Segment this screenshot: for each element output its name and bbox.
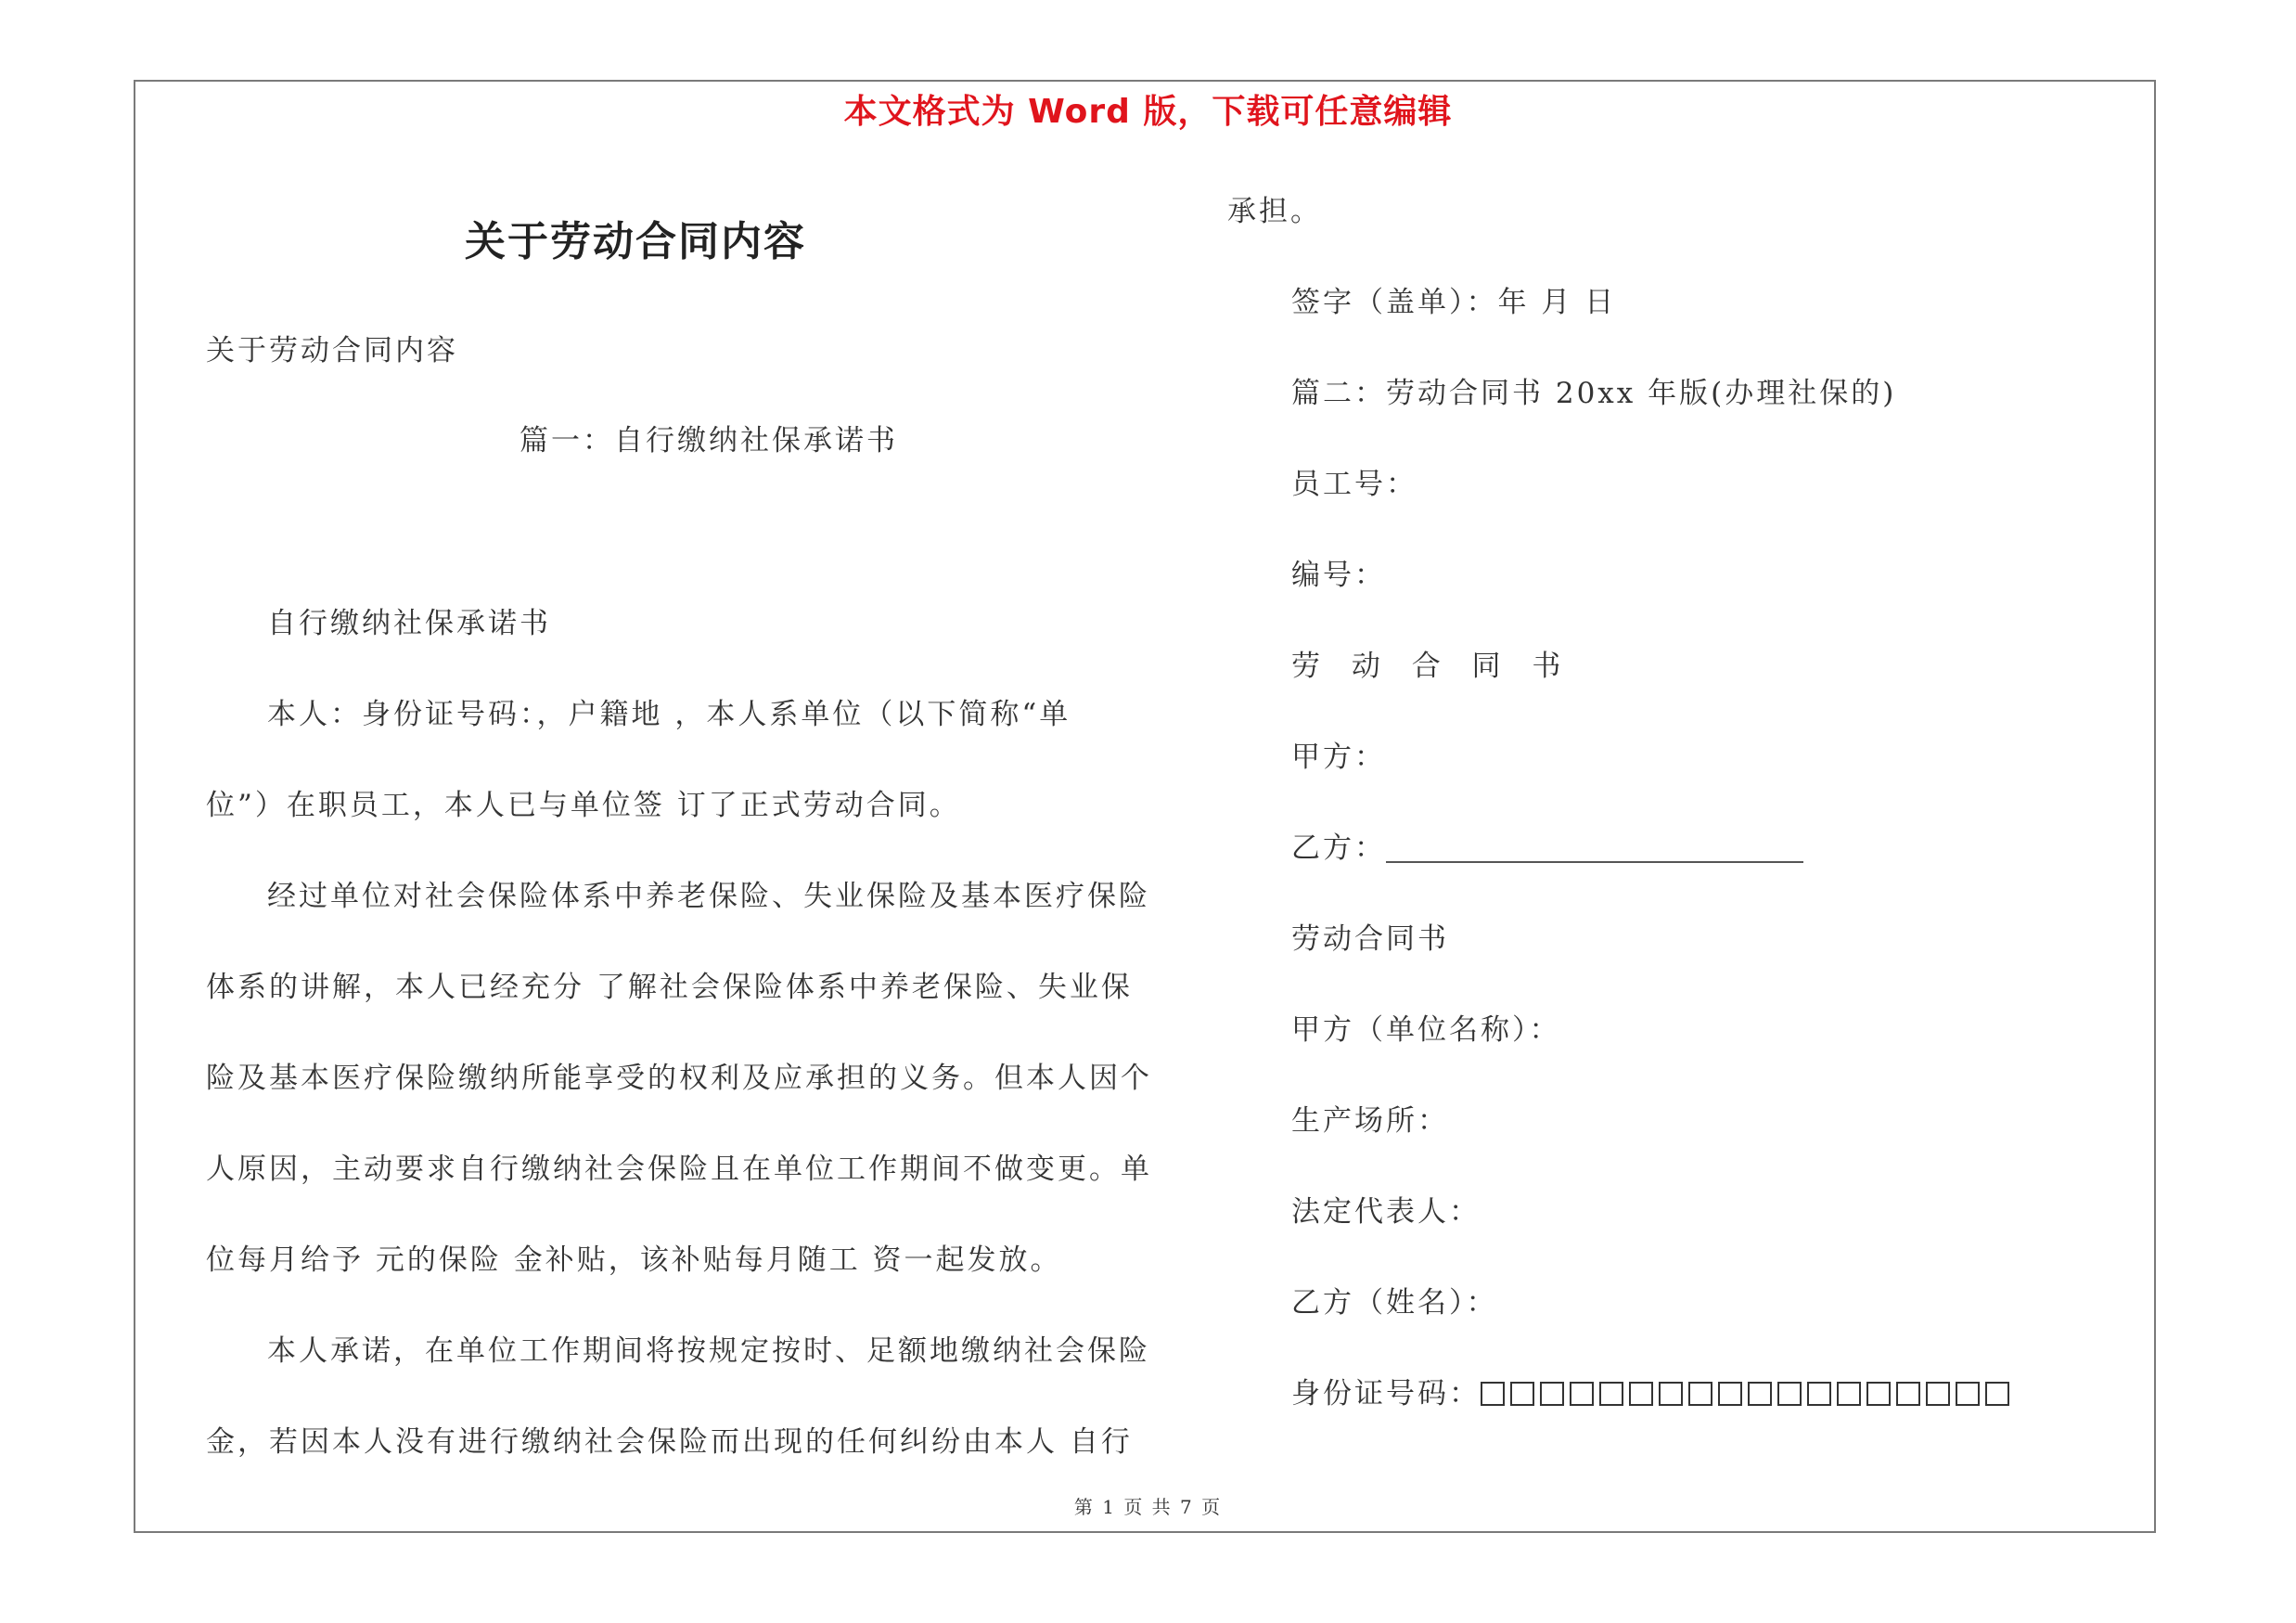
- id-number-label: 身份证号码：: [1291, 1377, 1481, 1410]
- part2-title: 篇二：劳动合同书 20xx 年版(办理社保的): [1291, 377, 1897, 410]
- paragraph-line: 位每月给予 元的保险 金补贴，该补贴每月随工 资一起发放。: [206, 1243, 1062, 1277]
- sub-title: 自行缴纳社保承诺书: [267, 607, 551, 640]
- contract-subheading: 劳动合同书: [1291, 922, 1449, 956]
- heading: 关于劳动合同内容: [206, 334, 458, 367]
- party-b-label: 乙方：: [1291, 831, 1386, 865]
- paragraph-line: 本人：身份证号码：，户籍地 ，本人系单位（以下简称“单: [267, 698, 1071, 731]
- party-b-blank-line: [1386, 833, 1803, 863]
- party-a-label: 甲方：: [1291, 741, 1386, 774]
- paragraph-line: 险及基本医疗保险缴纳所能享受的权利及应承担的义务。但本人因个: [206, 1062, 1152, 1095]
- legal-representative-label: 法定代表人：: [1291, 1195, 1481, 1229]
- employee-number-label: 员工号：: [1291, 468, 1417, 501]
- paragraph-line: 位”）在职员工，本人已与单位签 订了正式劳动合同。: [206, 789, 961, 822]
- paragraph-line: 人原因，主动要求自行缴纳社会保险且在单位工作期间不做变更。单: [206, 1153, 1152, 1186]
- contract-heading: 劳 动 合 同 书: [1291, 650, 1572, 683]
- id-number-boxes: [1481, 1377, 2015, 1410]
- continuation-line: 承担。: [1227, 195, 1322, 228]
- workplace-label: 生产场所：: [1291, 1104, 1449, 1138]
- party-b-name-label: 乙方（姓名）：: [1291, 1286, 1498, 1320]
- paragraph-line: 本人承诺，在单位工作期间将按规定按时、足额地缴纳社会保险: [267, 1334, 1150, 1368]
- signature-line: 签字（盖单）：年 月 日: [1291, 286, 1617, 319]
- paragraph-line: 经过单位对社会保险体系中养老保险、失业保险及基本医疗保险: [267, 880, 1150, 913]
- part1-title: 篇一：自行缴纳社保承诺书: [519, 424, 898, 457]
- paragraph-line: 金，若因本人没有进行缴纳社会保险而出现的任何纠纷由本人 自行: [206, 1425, 1133, 1459]
- party-b-row: [1291, 830, 1803, 867]
- id-number-row: [1291, 1375, 2015, 1412]
- word-format-banner: 本文格式为 Word 版，下载可任意编辑: [843, 93, 1453, 131]
- party-a-name-label: 甲方（单位名称）：: [1291, 1013, 1561, 1047]
- page-number-footer: 第 1 页 共 7 页: [1073, 1496, 1223, 1518]
- serial-number-label: 编号：: [1291, 559, 1386, 592]
- document-title: 关于劳动合同内容: [465, 218, 806, 265]
- paragraph-line: 体系的讲解，本人已经充分 了解社会保险体系中养老保险、失业保: [206, 971, 1133, 1004]
